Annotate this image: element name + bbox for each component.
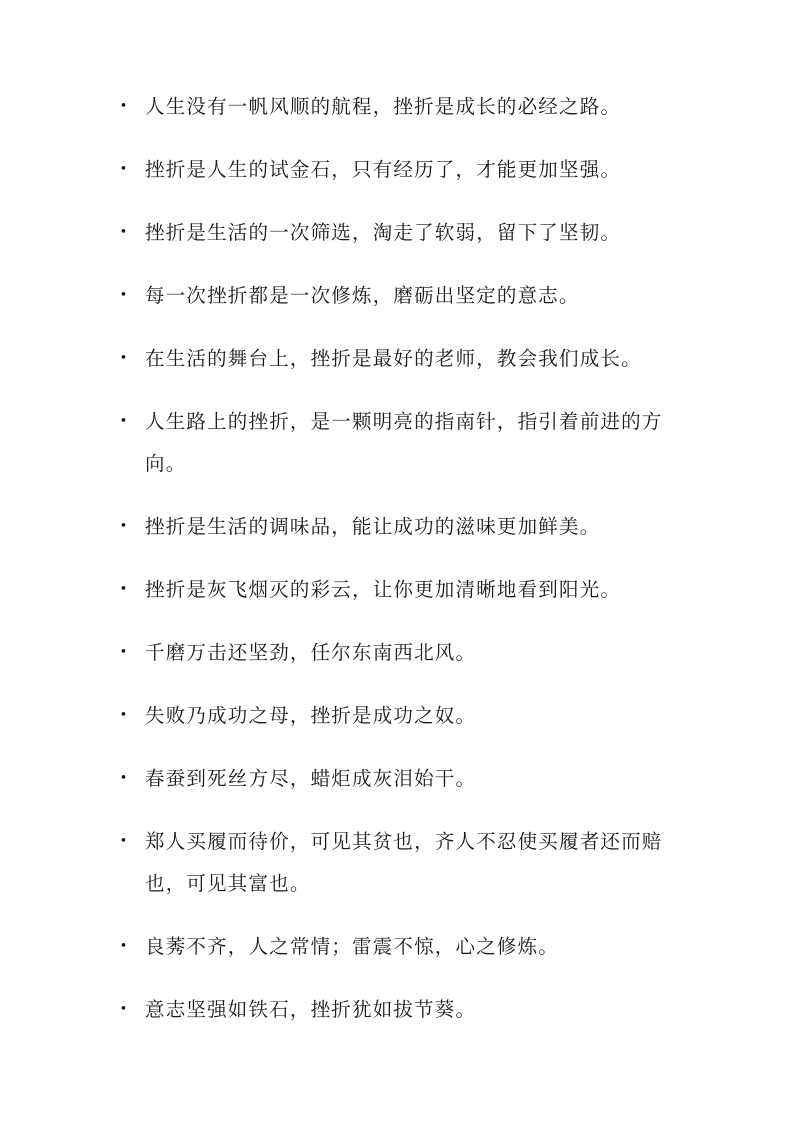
bullet-icon: • xyxy=(119,834,129,849)
list-item xyxy=(119,149,689,191)
list-item xyxy=(119,401,689,485)
bullet-icon: • xyxy=(119,708,129,723)
bullet-icon: • xyxy=(119,582,129,597)
quote-list xyxy=(119,86,689,1052)
bullet-icon: • xyxy=(119,99,129,114)
quote-text: 人生路上的挫折，是一颗明亮的指南针，指引着前进的方向。 xyxy=(145,410,663,475)
list-item xyxy=(119,275,689,317)
quote-text: 挫折是灰飞烟灭的彩云，让你更加清晰地看到阳光。 xyxy=(145,578,622,601)
list-item xyxy=(119,989,689,1031)
bullet-icon: • xyxy=(119,519,129,534)
list-item xyxy=(119,758,689,800)
bullet-icon: • xyxy=(119,162,129,177)
list-item xyxy=(119,695,689,737)
list-item xyxy=(119,821,689,905)
bullet-icon: • xyxy=(119,351,129,366)
quote-text: 挫折是生活的一次筛选，淘走了软弱，留下了坚韧。 xyxy=(145,221,622,244)
list-item xyxy=(119,506,689,548)
bullet-icon: • xyxy=(119,771,129,786)
quote-text: 挫折是生活的调味品，能让成功的滋味更加鲜美。 xyxy=(145,515,601,538)
list-item xyxy=(119,569,689,611)
bullet-icon: • xyxy=(119,288,129,303)
list-item xyxy=(119,338,689,380)
list-item xyxy=(119,86,689,128)
quote-text: 郑人买履而待价，可见其贫也，齐人不忍使买履者还而赔也，可见其富也。 xyxy=(145,830,663,895)
quote-text: 失败乃成功之母，挫折是成功之奴。 xyxy=(145,704,477,727)
list-item xyxy=(119,926,689,968)
quote-text: 意志坚强如铁石，挫折犹如拔节葵。 xyxy=(145,998,477,1021)
quote-text: 在生活的舞台上，挫折是最好的老师，教会我们成长。 xyxy=(145,347,642,370)
quote-text: 每一次挫折都是一次修炼，磨砺出坚定的意志。 xyxy=(145,284,580,307)
bullet-icon: • xyxy=(119,645,129,660)
list-item xyxy=(119,632,689,674)
bullet-icon: • xyxy=(119,939,129,954)
bullet-icon: • xyxy=(119,414,129,429)
quote-text: 春蚕到死丝方尽，蜡炬成灰泪始干。 xyxy=(145,767,477,790)
list-item xyxy=(119,212,689,254)
quote-text: 挫折是人生的试金石，只有经历了，才能更加坚强。 xyxy=(145,158,622,181)
quote-text: 人生没有一帆风顺的航程，挫折是成长的必经之路。 xyxy=(145,95,622,118)
quote-text: 良莠不齐，人之常情；雷震不惊，心之修炼。 xyxy=(145,935,560,958)
bullet-icon: • xyxy=(119,225,129,240)
quote-text: 千磨万击还坚劲，任尔东南西北风。 xyxy=(145,641,477,664)
bullet-icon: • xyxy=(119,1002,129,1017)
